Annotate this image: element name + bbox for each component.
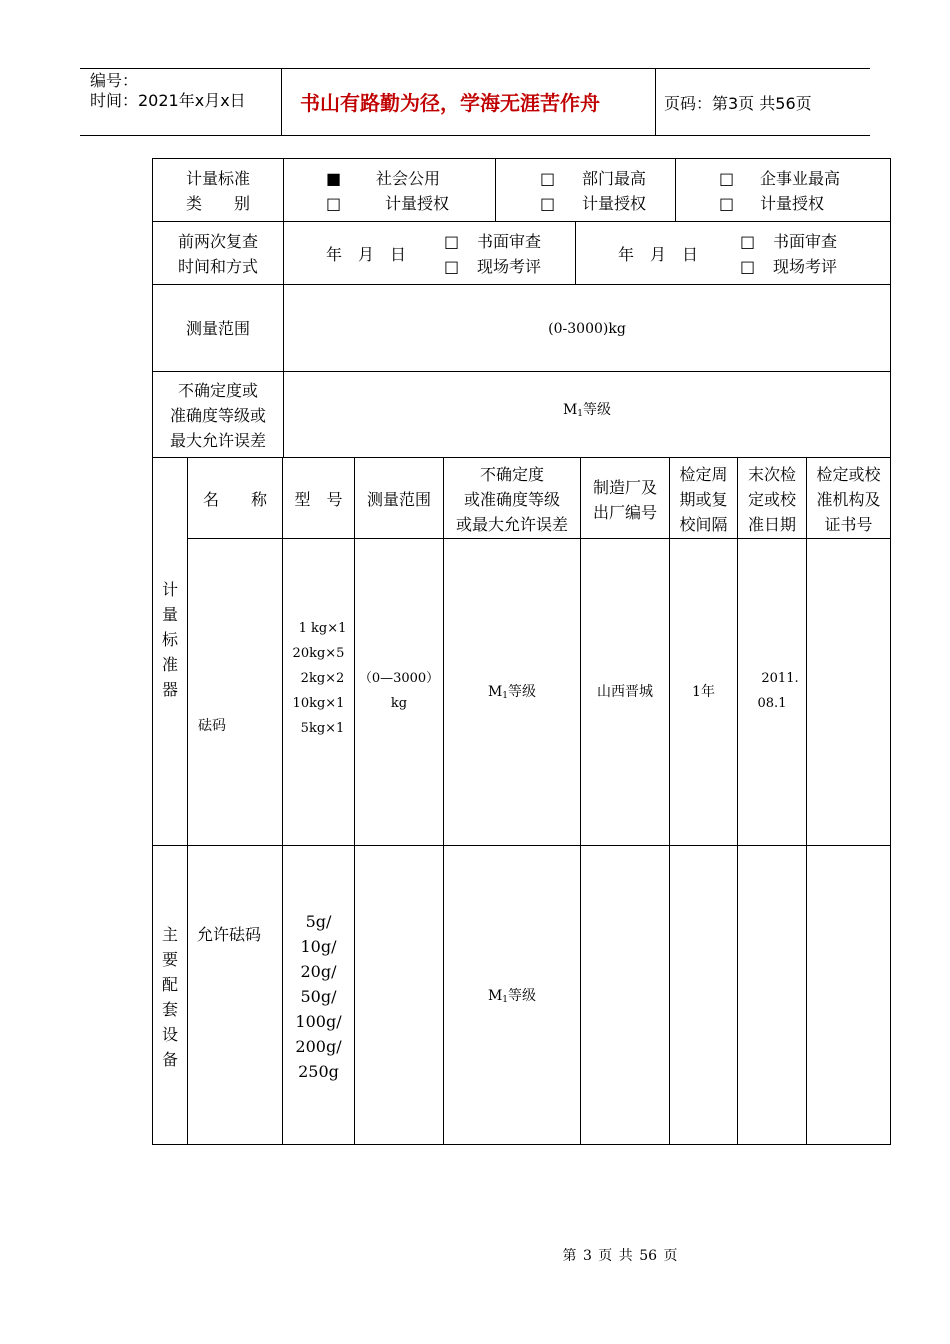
uncertainty-label-line2: 准确度等级或: [169, 406, 266, 425]
section-char: 套: [161, 1000, 178, 1019]
standard-device-grade: $M_1$等级: [487, 684, 537, 701]
review-date-right[interactable]: 年 月 日: [618, 245, 699, 264]
section-char: 设: [161, 1025, 178, 1044]
section-char: 计: [161, 580, 178, 599]
model-item: 5g/: [305, 912, 332, 931]
standard-device-range-l2: kg: [390, 696, 408, 711]
section-char: 准: [161, 655, 178, 674]
model-item: 250g: [298, 1062, 339, 1081]
checkbox-enterprise-highest[interactable]: □: [719, 169, 735, 188]
section-char: 标: [161, 630, 178, 649]
checkbox-authorized-1[interactable]: □: [326, 194, 342, 213]
col-header-model: 型 号: [294, 490, 343, 509]
onsite-review-left-label: 现场考评: [477, 257, 542, 276]
option-department-highest-label: 部门最高: [582, 169, 647, 188]
col-header-uncertainty-l3: 或最大允许误差: [455, 515, 568, 534]
model-item: 10g/: [300, 937, 337, 956]
col-header-last-l3: 准日期: [747, 515, 796, 534]
model-item: 1 kg×1: [298, 621, 347, 636]
standard-type-label-line1: 计量标准: [185, 169, 250, 188]
aux-device-name: 允许砝码: [197, 925, 262, 944]
standard-device-last-l1: 2011.: [761, 671, 799, 686]
section-char: 备: [161, 1050, 178, 1069]
model-item: 100g/: [295, 1012, 342, 1031]
document-time-label: 时间：2021年x月x日: [90, 91, 246, 110]
col-header-period-l3: 校间隔: [679, 515, 728, 534]
col-header-org-l3: 证书号: [824, 515, 873, 534]
standard-type-label-line2: 类 别: [185, 194, 250, 213]
col-header-org-l2: 准机构及: [816, 490, 881, 509]
written-review-right-label: 书面审查: [773, 232, 838, 251]
model-item: 20kg×5: [292, 646, 345, 661]
checkbox-authorized-3[interactable]: □: [719, 194, 735, 213]
model-item: 50g/: [300, 987, 337, 1006]
review-label-line2: 时间和方式: [177, 257, 258, 276]
section-char: 器: [161, 680, 178, 699]
page-footer: 第 3 页 共 56 页: [562, 1248, 678, 1264]
uncertainty-label-line1: 不确定度或: [177, 381, 258, 400]
review-date-left[interactable]: 年 月 日: [326, 245, 407, 264]
model-item: 5kg×1: [300, 721, 345, 736]
col-header-maker-l2: 出厂编号: [592, 503, 657, 522]
model-item: 20g/: [300, 962, 337, 981]
section-char: 主: [161, 925, 178, 944]
aux-device-grade: $M_1$等级: [487, 988, 537, 1005]
col-header-last-l2: 定或校: [747, 490, 796, 509]
section-char: 配: [161, 975, 178, 994]
checkbox-social-public[interactable]: ■: [326, 169, 342, 188]
standard-device-maker: 山西晋城: [597, 684, 653, 700]
col-header-period-l1: 检定周: [679, 465, 728, 484]
col-header-name: 名 称: [202, 490, 267, 509]
model-item: 2kg×2: [300, 671, 345, 686]
standard-device-name: 砝码: [198, 718, 226, 734]
checkbox-written-review-right[interactable]: □: [740, 232, 756, 251]
col-header-org-l1: 检定或校: [816, 465, 881, 484]
model-item: 10kg×1: [292, 696, 345, 711]
option-authorized-2-label: 计量授权: [582, 194, 647, 213]
col-header-period-l2: 期或复: [679, 490, 728, 509]
option-authorized-1-label: 计量授权: [385, 194, 450, 213]
checkbox-authorized-2[interactable]: □: [540, 194, 556, 213]
option-social-public-label: 社会公用: [376, 169, 441, 188]
col-header-uncertainty-l2: 或准确度等级: [463, 490, 560, 509]
option-authorized-3-label: 计量授权: [760, 194, 825, 213]
section-char: 量: [161, 605, 178, 624]
written-review-left-label: 书面审查: [477, 232, 542, 251]
document-number-label: 编号：: [90, 71, 139, 90]
checkbox-onsite-review-left[interactable]: □: [444, 257, 460, 276]
checkbox-written-review-left[interactable]: □: [444, 232, 460, 251]
standard-device-period: 1年: [692, 684, 715, 700]
standard-device-range-l1: （0—3000）: [358, 671, 440, 686]
col-header-range: 测量范围: [366, 490, 431, 509]
standard-device-last-l2: 08.1: [757, 696, 787, 711]
model-item: 200g/: [295, 1037, 342, 1056]
col-header-uncertainty-l1: 不确定度: [479, 465, 544, 484]
checkbox-onsite-review-right[interactable]: □: [740, 257, 756, 276]
checkbox-department-highest[interactable]: □: [540, 169, 556, 188]
col-header-maker-l1: 制造厂及: [592, 478, 657, 497]
header-page-label: 页码：第3页 共56页: [664, 94, 812, 113]
col-header-last-l1: 末次检: [747, 465, 796, 484]
uncertainty-value: $M_1$等级: [562, 402, 612, 419]
uncertainty-label-line3: 最大允许误差: [169, 431, 266, 450]
onsite-review-right-label: 现场考评: [773, 257, 838, 276]
section-char: 要: [161, 950, 178, 969]
range-value: (0-3000)kg: [548, 321, 626, 337]
header-motto: 书山有路勤为径，学海无涯苦作舟: [300, 91, 600, 115]
review-label-line1: 前两次复查: [177, 232, 258, 251]
option-enterprise-highest-label: 企事业最高: [760, 169, 841, 188]
range-label: 测量范围: [185, 319, 250, 338]
